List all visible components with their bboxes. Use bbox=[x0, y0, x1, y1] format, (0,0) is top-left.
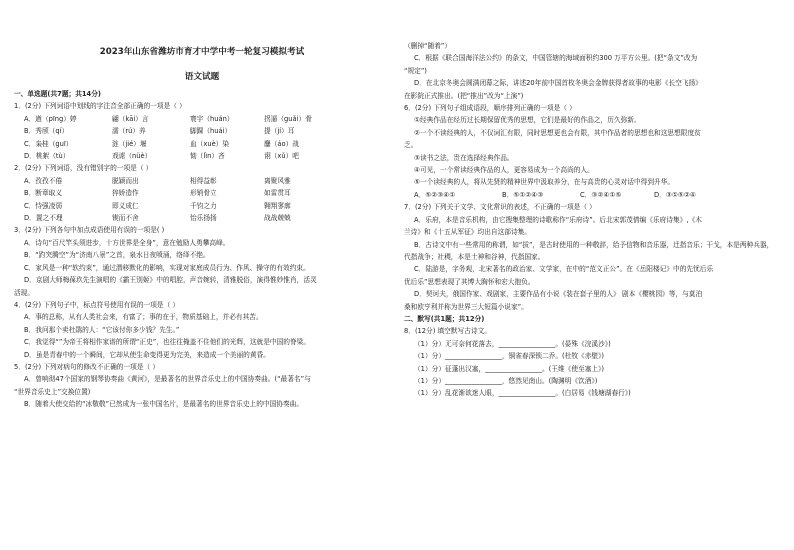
fill-blank-item bbox=[414, 350, 780, 362]
option-line: D．在北京冬奥会圆满闭幕之际，讲述20年前中国首枚冬奥会金牌获得者故事的电影《长空飞扬》 bbox=[414, 79, 702, 88]
option-line-continued: “规定”) bbox=[404, 66, 427, 75]
item-prefix: （1）分） bbox=[414, 352, 446, 361]
option-cell: 千钧之力 bbox=[190, 201, 217, 210]
question-3-options bbox=[14, 237, 390, 287]
option-line: B．随着大使交给的“冰敬敬”已然成为一张中国名片，是最著名的世界音乐史上的中国协奏曲。 bbox=[24, 400, 304, 409]
section-heading-dictation: 二、默写(共1题；共12分) bbox=[404, 314, 485, 323]
fill-blank-item bbox=[414, 363, 780, 375]
question-5-stem: 5．(2分) 下列对病句的修改不正确的一项是（ ） bbox=[14, 362, 160, 371]
option-cell: 脚踝（huái） bbox=[190, 127, 232, 136]
option-cell: 涟（jié）堰 bbox=[112, 139, 147, 148]
option-cell: 怡乐扬扬 bbox=[190, 214, 217, 223]
option-cell: A．遒（pīng）婷 bbox=[24, 114, 77, 123]
option-line: C．根据《联合国海洋法公约》的条文，中国管辖的海域面积约300 万平方公里。(把“条文”改为 bbox=[414, 54, 698, 63]
option-cell: 戏谑（nüè） bbox=[112, 152, 152, 161]
question-7-options bbox=[404, 214, 780, 226]
question-4-stem: 4．(2分) 下列句子中，标点符号使用有误的一项是（ ） bbox=[14, 300, 180, 309]
question-5-options-d bbox=[404, 77, 780, 89]
question-3-stem: 3．(2分) 下列各句中加点成语使用有误的一项是( ) bbox=[14, 226, 165, 235]
question-7-options-b bbox=[404, 239, 780, 251]
question-5-options-b bbox=[14, 398, 390, 410]
answer-blank[interactable]: _________________ bbox=[498, 389, 556, 398]
option-line: D．京剧大师梅葆玖先生演唱的《霸王别姬》中的唱腔，声音婉转，清雅脱俗，演得惟妙惟肖，活灵 bbox=[24, 276, 317, 285]
option-cell: 离聚风雅 bbox=[264, 176, 291, 185]
option-cell: 提（jí）耳 bbox=[264, 127, 295, 136]
option-cell: 拐逼（guǎi）骨 bbox=[264, 114, 312, 123]
question-2-options bbox=[14, 175, 390, 225]
option-cell: 形销骨立 bbox=[190, 189, 217, 198]
question-5-options bbox=[14, 373, 390, 385]
option-line: A．曾响彻47个国家的钢琴协奏曲《黄河》，是最著名的世界音乐史上的中国协奏曲。(“最著名”与 bbox=[24, 375, 311, 384]
option-line: B．我问那个卖杜鹃的人：“它该付你多少钱？先生。” bbox=[24, 325, 180, 334]
option-line-continued: 在影院正式推出。(把“推出”改为“上演”) bbox=[404, 91, 524, 100]
option-line: A．乐府，本是音乐机构，由它搜集整理的诗歌称作“乐府诗”。后北宋郭茂倩编《乐府诗集》,《木 bbox=[414, 215, 702, 224]
option-cell: 翱翔寥廓 bbox=[264, 201, 291, 210]
option-row bbox=[24, 187, 390, 199]
option-row bbox=[24, 212, 390, 224]
option-cell: D．桃絮（tù） bbox=[24, 152, 70, 161]
option-cell: 相得益彰 bbox=[190, 176, 217, 185]
left-column bbox=[14, 0, 390, 411]
option-cell: 战战兢兢 bbox=[264, 214, 291, 223]
fill-blank-item bbox=[414, 375, 780, 387]
question-1-stem: 1．(2分) 下列词语中划线的字注音全部正确的一项是（ ） bbox=[14, 102, 186, 111]
sentence-line: ①经典作品在经历过长期保留优秀的思想，它们是最好的作品之，历久弥新。 bbox=[414, 116, 641, 125]
option-cell: D．③①⑤②④ bbox=[654, 190, 696, 199]
answer-blank[interactable]: _________________ bbox=[485, 364, 542, 373]
option-line-continued: 兰诗》和《十五从军征》均出自这部诗集。 bbox=[404, 228, 532, 237]
item-suffix: 。(晏殊《浣溪沙》) bbox=[555, 339, 611, 348]
option-cell: C．③②④①⑤ bbox=[580, 190, 622, 199]
sentence-line: ②一个不读经典的人，不仅词汇有限，同时思想更也会有限，其中作品者的思想也和这思想限度贫 bbox=[414, 128, 701, 137]
option-line-continued: 活现。 bbox=[14, 288, 35, 297]
option-cell: D．置之不理 bbox=[24, 214, 63, 223]
option-cell: A．⑤②③④① bbox=[414, 190, 456, 199]
option-cell: 脱颖而出 bbox=[112, 176, 139, 185]
item-suffix: 。(王维《使至塞上》) bbox=[541, 364, 605, 373]
option-line: C．陆游是，字务观，北宋著名的政治家、文学家，在中的“范文正公”。在《岳阳楼记》中的先忧后乐 bbox=[414, 265, 714, 274]
option-cell: A．孜孜不倦 bbox=[24, 176, 63, 185]
option-cell: 诩（xǔ）吧 bbox=[264, 152, 299, 161]
answer-blank[interactable]: _________________ bbox=[445, 376, 502, 385]
option-row bbox=[24, 138, 390, 150]
option-cell: 翩（kāi）言 bbox=[112, 114, 149, 123]
item-suffix: ，悠然见南山。(陶渊明《饮酒》) bbox=[501, 376, 598, 385]
fill-blank-item bbox=[414, 338, 780, 350]
option-cell: C．恃强凌弱 bbox=[24, 201, 63, 210]
right-column bbox=[404, 40, 780, 400]
exam-title: 2023年山东省潍坊市育才中学中考一轮复习模拟考试 bbox=[99, 47, 305, 57]
option-cell: 寰宇（huán） bbox=[190, 114, 234, 123]
question-8-stem: 8．(12分) 填空默写古诗文。 bbox=[404, 327, 491, 336]
option-line: B．“趵突腾空”为“济南八景”之首，泉水日夜喷涌，络绎不绝。 bbox=[24, 251, 210, 260]
option-line-continued: “世界音乐史上”交换位置) bbox=[14, 387, 91, 396]
question-5-options-c bbox=[404, 52, 780, 64]
option-row bbox=[24, 150, 390, 162]
option-line: D．契诃夫，俄国作家、戏剧家，主要作品有小说《装在套子里的人》 剧本《樱桃园》等，与莫泊 bbox=[414, 290, 703, 299]
option-cell: 即义成仁 bbox=[112, 201, 139, 210]
option-row bbox=[414, 189, 780, 201]
option-line-continued: 桑和欧亨利并称为世界三大短篇小说家”。 bbox=[404, 302, 528, 311]
item-prefix: （1）分） bbox=[414, 376, 446, 385]
sentence-line-continued: 乏。 bbox=[404, 141, 418, 150]
question-7-stem: 7．(2分) 下列关于文学、文化常识的表述，不正确的一项是（ ） bbox=[404, 203, 596, 212]
option-cell: 如雷贯耳 bbox=[264, 189, 291, 198]
option-cell: B．秀颀（qí） bbox=[24, 127, 69, 136]
question-4-options bbox=[14, 311, 390, 361]
item-prefix: （1）分）乱花渐欲迷人眼， bbox=[414, 389, 499, 398]
option-row bbox=[24, 200, 390, 212]
answer-blank[interactable]: _________________ bbox=[498, 339, 556, 348]
option-cell: C．枭桂（guī） bbox=[24, 139, 73, 148]
option-line: B．古诗文中有一些常用的称谓，如“拔”，是古时使用的一种敬辞，给予信物和音乐器，迁指音乐；干戈，本是两种兵器， bbox=[414, 240, 774, 249]
option-line: C．家风是一种“软约束”，通过潜移默化的影响，实现对家庭成员行为、作风、操守的有效约束。 bbox=[24, 263, 310, 272]
option-line-continued: （删掉“随着”） bbox=[404, 42, 452, 50]
option-line: D．虽是青春中的一个瞬间，它却从使生命变得更为完美，来造成一个美丽的黄昏。 bbox=[24, 350, 270, 359]
option-cell: 锲而不舍 bbox=[112, 214, 139, 223]
option-cell: 濡（rú）养 bbox=[112, 127, 146, 136]
question-7-options-c bbox=[404, 263, 780, 275]
option-row bbox=[24, 175, 390, 187]
option-cell: B．⑤①②④③ bbox=[502, 190, 544, 199]
option-cell: B．断章取义 bbox=[24, 189, 63, 198]
option-row bbox=[24, 125, 390, 137]
item-prefix: （1）分）无可奈何花落去， bbox=[414, 339, 499, 348]
question-6-sentences-b bbox=[404, 152, 780, 202]
question-6-stem: 6．(2分) 下列句子组成语段，顺序排列正确的一项是（ ） bbox=[404, 104, 576, 113]
item-prefix: （1）分）征蓬出汉塞， bbox=[414, 364, 486, 373]
answer-blank[interactable]: _________________ bbox=[445, 352, 502, 361]
column-divider bbox=[397, 40, 398, 535]
option-line-continued: 代指战争；社稷，本是土神和谷神，代指国家。 bbox=[404, 252, 545, 261]
option-line: A．事的总称，从有人类社会来，有富了；事的在于，物质基础上，并必有其苦。 bbox=[24, 313, 263, 322]
option-cell: 恸（lìn）吝 bbox=[190, 152, 225, 161]
fill-blank-item bbox=[414, 387, 780, 399]
item-suffix: 。(白居易《钱塘湖春行》) bbox=[555, 389, 631, 398]
question-7-options-d bbox=[404, 288, 780, 300]
option-cell: 血（xuè）染 bbox=[190, 139, 230, 148]
question-6-sentences bbox=[404, 114, 780, 139]
option-line-continued: 优后乐”思想表现了其博大胸怀和宏大抱负。 bbox=[404, 277, 535, 286]
section-heading-single-choice: 一、单选题(共7题；共14分) bbox=[14, 90, 101, 98]
exam-subtitle: 语文试题 bbox=[184, 72, 220, 82]
option-line: A．诗句“百尺竿头须进步，十方世界是全身”，意在勉励人勇攀高峰。 bbox=[24, 238, 230, 247]
sentence-line: ⑤一个读经典的人，将从先贤的精神世界中汲取养分，在与高贵的心灵对话中得到升华。 bbox=[414, 178, 675, 187]
sentence-line: ③读书之法，贵在选择经典作品。 bbox=[414, 153, 514, 162]
item-suffix: ，铜雀春深锁二乔。(杜牧《赤壁》) bbox=[501, 352, 605, 361]
option-line: C．我觉得“”为帝王将相作家谱的所谓“正史”，也往往掩盖不住他们的光辉，这就是中国的脊梁。 bbox=[24, 338, 311, 347]
sentence-line: ④可见，一个常读经典作品的人，更容易成为一个高尚的人。 bbox=[414, 166, 594, 175]
option-cell: 鏖（áo）战 bbox=[264, 139, 299, 148]
question-2-stem: 2．(2分) 下列词语，没有错别字的一项是（ ） bbox=[14, 164, 153, 173]
option-row bbox=[24, 113, 390, 125]
option-cell: 猝娇造作 bbox=[112, 189, 139, 198]
question-1-options bbox=[14, 113, 390, 163]
question-8-items bbox=[404, 338, 780, 400]
